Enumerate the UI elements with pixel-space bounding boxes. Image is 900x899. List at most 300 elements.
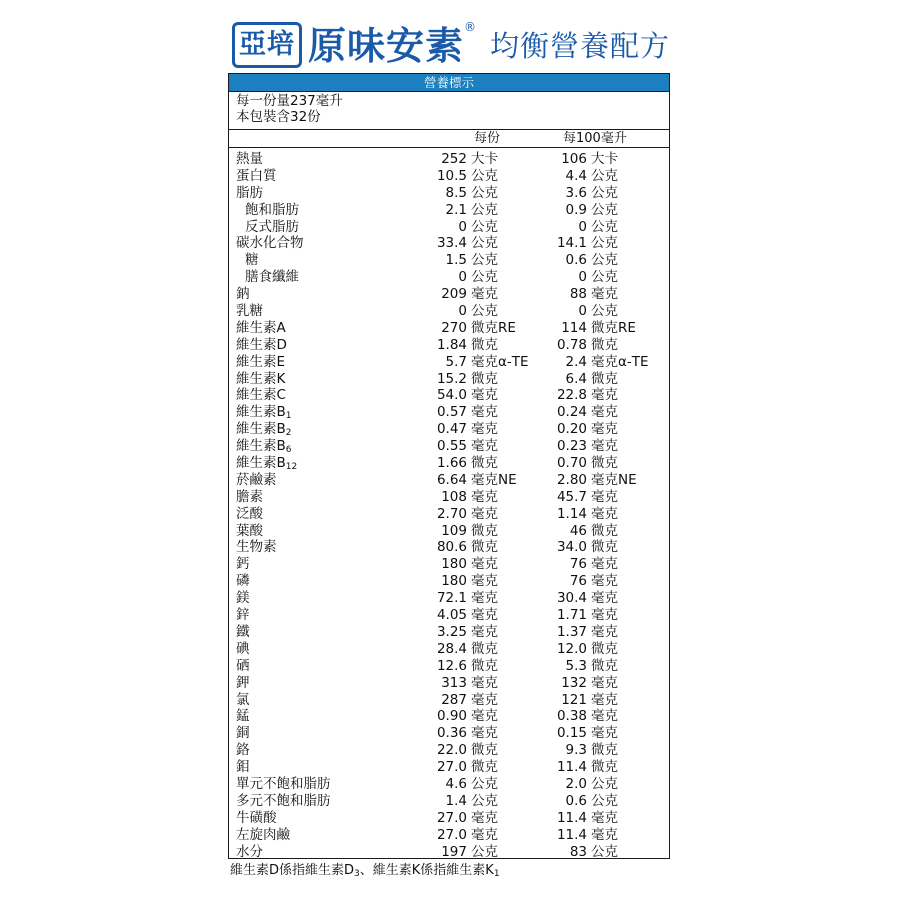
unit-per-100ml: 毫克 (591, 590, 618, 607)
nutrient-row (229, 151, 669, 168)
footnote (230, 862, 500, 883)
unit-per-serving: 微克 (471, 522, 498, 539)
nutrient-row (229, 219, 669, 236)
nutrient-row (229, 455, 669, 472)
nutrient-row (229, 844, 669, 861)
unit-per-serving: 微克 (471, 539, 498, 556)
unit-per-serving: 微克 (471, 742, 498, 759)
nutrient-name-subscript: 1 (285, 411, 292, 422)
unit-per-serving: 毫克 (471, 826, 498, 843)
unit-per-serving: 公克 (471, 235, 498, 252)
value-per-100ml: 6.4 (565, 370, 587, 387)
value-per-100ml: 0.20 (556, 421, 587, 438)
value-per-serving: 6.64 (436, 471, 467, 488)
value-per-serving: 0.36 (436, 725, 467, 742)
panel-title: 營養標示 (229, 74, 669, 92)
nutrient-row (229, 641, 669, 658)
nutrient-name-text: 錳 (236, 708, 250, 725)
nutrient-row (229, 539, 669, 556)
value-per-serving: 2.1 (445, 201, 467, 218)
unit-per-100ml: 毫克α-TE (591, 353, 649, 370)
nutrient-name-text: 泛酸 (236, 505, 263, 522)
unit-per-serving: 毫克 (471, 488, 498, 505)
nutrient-name (236, 235, 304, 252)
unit-per-serving: 公克 (471, 269, 498, 286)
value-per-serving: 270 (441, 319, 467, 336)
unit-per-100ml: 微克 (591, 759, 618, 776)
nutrient-name (236, 776, 331, 793)
footnote-text-2: 、維生素K係指維生素K (359, 863, 494, 878)
value-per-100ml: 2.0 (565, 775, 587, 792)
nutrient-name-text: 膽素 (236, 488, 263, 505)
nutrient-name-text: 維生素D (236, 336, 287, 353)
nutrient-name-text: 鐵 (236, 623, 250, 640)
unit-per-serving: 毫克NE (471, 471, 517, 488)
unit-per-serving: 毫克 (471, 421, 498, 438)
value-per-serving: 8.5 (445, 184, 467, 201)
unit-per-100ml: 毫克 (591, 725, 618, 742)
unit-per-serving: 公克 (471, 167, 498, 184)
unit-per-100ml: 毫克 (591, 286, 618, 303)
value-per-100ml: 0 (578, 218, 587, 235)
nutrient-name-text: 蛋白質 (236, 167, 277, 184)
nutrient-row (229, 371, 669, 388)
unit-per-serving: 毫克 (471, 691, 498, 708)
unit-per-100ml: 微克 (591, 742, 618, 759)
nutrient-name-text: 膳食纖維 (245, 269, 299, 286)
footnote-sub-2: 1 (493, 869, 500, 879)
value-per-100ml: 4.4 (565, 167, 587, 184)
unit-per-100ml: 毫克 (591, 826, 618, 843)
unit-per-100ml: 微克 (591, 370, 618, 387)
unit-per-100ml: 公克 (591, 184, 618, 201)
value-per-100ml: 0.23 (556, 438, 587, 455)
value-per-serving: 108 (441, 488, 467, 505)
nutrient-name-text: 維生素B (236, 404, 286, 421)
unit-per-100ml: 毫克 (591, 421, 618, 438)
unit-per-serving: 微克 (471, 370, 498, 387)
nutrient-name-text: 氯 (236, 691, 250, 708)
nutrient-name (245, 219, 299, 236)
unit-per-serving: 公克 (471, 843, 498, 860)
nutrient-name (236, 506, 263, 523)
unit-per-serving: 毫克 (471, 387, 498, 404)
unit-per-100ml: 公克 (591, 235, 618, 252)
value-per-100ml: 106 (561, 151, 587, 167)
value-per-100ml: 45.7 (556, 488, 587, 505)
nutrient-name (236, 303, 263, 320)
unit-per-100ml: 微克 (591, 522, 618, 539)
value-per-serving: 287 (441, 691, 467, 708)
value-per-serving: 109 (441, 522, 467, 539)
serving-info (229, 92, 669, 130)
nutrient-name-text: 維生素C (236, 387, 286, 404)
nutrient-name (236, 168, 277, 185)
unit-per-100ml: 公克 (591, 775, 618, 792)
value-per-100ml: 1.71 (556, 607, 587, 624)
unit-per-serving: 毫克 (471, 404, 498, 421)
value-per-serving: 27.0 (436, 759, 467, 776)
nutrient-name-text: 維生素E (236, 353, 286, 370)
value-per-serving: 22.0 (436, 742, 467, 759)
nutrient-name (236, 489, 263, 506)
unit-per-serving: 微克 (471, 759, 498, 776)
nutrient-name-text: 碘 (236, 640, 250, 657)
value-per-100ml: 0.24 (556, 404, 587, 421)
unit-per-serving: 微克 (471, 640, 498, 657)
brand-logo: 亞培 (232, 22, 302, 68)
nutrient-row (229, 506, 669, 523)
nutrient-name-text: 糖 (245, 252, 259, 269)
unit-per-serving: 公克 (471, 184, 498, 201)
nutrient-name-text: 硒 (236, 657, 250, 674)
nutrient-name-text: 生物素 (236, 539, 277, 556)
unit-per-serving: 毫克 (471, 505, 498, 522)
unit-per-100ml: 毫克 (591, 674, 618, 691)
unit-per-serving: 微克 (471, 336, 498, 353)
nutrient-name (236, 692, 250, 709)
nutrient-row (229, 472, 669, 489)
nutrient-name-text: 乳糖 (236, 303, 263, 320)
nutrient-row (229, 827, 669, 844)
value-per-serving: 0 (458, 303, 467, 320)
nutrient-name (236, 708, 250, 725)
unit-per-serving: 毫克α-TE (471, 353, 529, 370)
unit-per-serving: 毫克 (471, 809, 498, 826)
unit-per-100ml: 公克 (591, 252, 618, 269)
nutrient-name (236, 844, 263, 861)
nutrient-name (236, 742, 250, 759)
value-per-100ml: 0.70 (556, 455, 587, 472)
nutrient-row (229, 759, 669, 776)
value-per-100ml: 1.37 (556, 623, 587, 640)
unit-per-100ml: 毫克 (591, 708, 618, 725)
value-per-100ml: 11.4 (556, 759, 587, 776)
value-per-serving: 180 (441, 573, 467, 590)
nutrient-row (229, 489, 669, 506)
unit-per-100ml: 微克 (591, 640, 618, 657)
unit-per-100ml: 微克RE (591, 319, 636, 336)
nutrient-name (236, 337, 287, 354)
nutrient-row (229, 556, 669, 573)
nutrient-row (229, 742, 669, 759)
nutrient-row (229, 725, 669, 742)
unit-per-100ml: 毫克 (591, 809, 618, 826)
unit-per-100ml: 大卡 (591, 151, 618, 167)
value-per-serving: 54.0 (436, 387, 467, 404)
nutrient-row (229, 675, 669, 692)
value-per-serving: 27.0 (436, 826, 467, 843)
value-per-100ml: 46 (569, 522, 587, 539)
value-per-100ml: 0.6 (565, 252, 587, 269)
value-per-100ml: 3.6 (565, 184, 587, 201)
nutrient-name-text: 菸鹼素 (236, 471, 277, 488)
nutrient-row (229, 202, 669, 219)
nutrient-name-text: 維生素B (236, 421, 286, 438)
value-per-serving: 12.6 (436, 657, 467, 674)
nutrient-row (229, 320, 669, 337)
nutrient-name (236, 793, 331, 810)
nutrient-row (229, 793, 669, 810)
value-per-100ml: 88 (569, 286, 587, 303)
unit-per-100ml: 微克 (591, 539, 618, 556)
value-per-serving: 15.2 (436, 370, 467, 387)
nutrient-name-text: 磷 (236, 573, 250, 590)
unit-per-100ml: 毫克 (591, 573, 618, 590)
value-per-serving: 0.57 (436, 404, 467, 421)
nutrient-name-text: 鈣 (236, 556, 250, 573)
value-per-100ml: 114 (561, 319, 587, 336)
nutrient-name-text: 牛磺酸 (236, 809, 277, 826)
value-per-serving: 2.70 (436, 505, 467, 522)
unit-per-100ml: 微克 (591, 455, 618, 472)
nutrient-row (229, 658, 669, 675)
value-per-100ml: 83 (569, 843, 587, 860)
column-per-100ml: 每100毫升 (563, 131, 627, 146)
nutrient-name (236, 810, 277, 827)
nutrient-row (229, 692, 669, 709)
nutrient-name-text: 鈉 (236, 286, 250, 303)
unit-per-100ml: 毫克 (591, 556, 618, 573)
nutrient-name-text: 碳水化合物 (236, 235, 304, 252)
nutrient-name (236, 151, 263, 168)
nutrient-row (229, 624, 669, 641)
value-per-100ml: 0.78 (556, 336, 587, 353)
unit-per-serving: 毫克 (471, 607, 498, 624)
value-per-100ml: 76 (569, 556, 587, 573)
value-per-serving: 209 (441, 286, 467, 303)
nutrient-row (229, 269, 669, 286)
value-per-serving: 80.6 (436, 539, 467, 556)
nutrient-name-subscript: 6 (285, 445, 292, 456)
nutrient-row (229, 286, 669, 303)
unit-per-serving: 微克 (471, 455, 498, 472)
footnote-text-1: 維生素D係指維生素D (230, 863, 355, 878)
nutrient-name (236, 827, 290, 844)
nutrient-row (229, 252, 669, 269)
value-per-serving: 180 (441, 556, 467, 573)
nutrient-name (236, 472, 277, 489)
value-per-serving: 10.5 (436, 167, 467, 184)
nutrient-name (236, 759, 250, 776)
nutrient-name (236, 725, 250, 742)
nutrient-name-subscript: 12 (285, 462, 298, 473)
value-per-100ml: 0.9 (565, 201, 587, 218)
nutrient-row (229, 810, 669, 827)
value-per-serving: 4.05 (436, 607, 467, 624)
nutrient-name-text: 銅 (236, 725, 250, 742)
unit-per-serving: 公克 (471, 252, 498, 269)
nutrient-name-text: 維生素A (236, 319, 286, 336)
unit-per-serving: 毫克 (471, 286, 498, 303)
unit-per-100ml: 公克 (591, 303, 618, 320)
nutrient-name-text: 水分 (236, 843, 263, 860)
value-per-100ml: 1.14 (556, 505, 587, 522)
registered-mark: ® (464, 20, 477, 34)
nutrient-row (229, 387, 669, 404)
nutrient-name-text: 葉酸 (236, 522, 263, 539)
nutrient-row (229, 708, 669, 725)
nutrient-name-text: 維生素K (236, 370, 286, 387)
unit-per-serving: 毫克 (471, 590, 498, 607)
value-per-100ml: 132 (561, 674, 587, 691)
value-per-serving: 5.7 (445, 353, 467, 370)
nutrient-name-text: 反式脂肪 (245, 218, 299, 235)
nutrient-rows (229, 148, 669, 860)
column-header (229, 130, 669, 148)
value-per-100ml: 9.3 (565, 742, 587, 759)
unit-per-100ml: 毫克NE (591, 471, 637, 488)
unit-per-100ml: 微克 (591, 657, 618, 674)
column-per-serving: 每份 (474, 131, 501, 146)
nutrient-name-text: 維生素B (236, 438, 286, 455)
nutrient-name-text: 脂肪 (236, 184, 263, 201)
value-per-serving: 72.1 (436, 590, 467, 607)
value-per-100ml: 0 (578, 269, 587, 286)
value-per-serving: 0 (458, 269, 467, 286)
unit-per-100ml: 毫克 (591, 488, 618, 505)
nutrient-row (229, 607, 669, 624)
value-per-serving: 313 (441, 674, 467, 691)
nutrient-name-subscript: 2 (285, 428, 292, 439)
nutrient-name (236, 387, 286, 404)
unit-per-100ml: 毫克 (591, 607, 618, 624)
unit-per-serving: 公克 (471, 303, 498, 320)
unit-per-serving: 公克 (471, 775, 498, 792)
unit-per-100ml: 公克 (591, 269, 618, 286)
unit-per-100ml: 公克 (591, 843, 618, 860)
nutrient-name (245, 252, 259, 269)
nutrient-name (245, 202, 299, 219)
unit-per-serving: 毫克 (471, 674, 498, 691)
nutrient-row (229, 438, 669, 455)
nutrition-facts-panel (228, 73, 670, 859)
unit-per-100ml: 公克 (591, 167, 618, 184)
unit-per-serving: 公克 (471, 792, 498, 809)
value-per-serving: 33.4 (436, 235, 467, 252)
unit-per-100ml: 公克 (591, 201, 618, 218)
value-per-serving: 197 (441, 843, 467, 860)
nutrient-row (229, 523, 669, 540)
value-per-serving: 1.66 (436, 455, 467, 472)
nutrient-name (236, 185, 263, 202)
nutrient-name (236, 624, 250, 641)
nutrient-name-text: 鉻 (236, 742, 250, 759)
nutrient-name-text: 鋅 (236, 607, 250, 624)
unit-per-serving: 毫克 (471, 438, 498, 455)
value-per-100ml: 34.0 (556, 539, 587, 556)
unit-per-100ml: 公克 (591, 792, 618, 809)
nutrient-name (236, 539, 277, 556)
unit-per-serving: 毫克 (471, 623, 498, 640)
nutrient-name (236, 658, 250, 675)
value-per-serving: 1.84 (436, 336, 467, 353)
unit-per-100ml: 公克 (591, 218, 618, 235)
nutrient-name (236, 371, 285, 388)
nutrient-row (229, 337, 669, 354)
value-per-serving: 0 (458, 218, 467, 235)
value-per-serving: 0.90 (436, 708, 467, 725)
nutrient-row (229, 354, 669, 371)
unit-per-100ml: 毫克 (591, 505, 618, 522)
nutrient-name (236, 641, 250, 658)
unit-per-serving: 大卡 (471, 151, 498, 167)
nutrient-name (236, 675, 250, 692)
nutrient-row (229, 404, 669, 421)
servings-per-pack: 本包裝含32份 (236, 109, 321, 125)
nutrient-name-text: 維生素B (236, 455, 286, 472)
value-per-100ml: 2.80 (556, 471, 587, 488)
value-per-100ml: 30.4 (556, 590, 587, 607)
value-per-100ml: 5.3 (565, 657, 587, 674)
unit-per-serving: 公克 (471, 218, 498, 235)
nutrient-row (229, 185, 669, 202)
value-per-serving: 3.25 (436, 623, 467, 640)
value-per-100ml: 0.38 (556, 708, 587, 725)
nutrient-name (236, 354, 285, 371)
unit-per-100ml: 毫克 (591, 404, 618, 421)
value-per-serving: 1.4 (445, 792, 467, 809)
nutrient-name-text: 鎂 (236, 590, 250, 607)
value-per-100ml: 0.15 (556, 725, 587, 742)
unit-per-serving: 毫克 (471, 708, 498, 725)
value-per-serving: 1.5 (445, 252, 467, 269)
nutrient-row (229, 776, 669, 793)
nutrient-name (236, 590, 250, 607)
nutrient-name (236, 573, 250, 590)
nutrient-row (229, 168, 669, 185)
product-name: 原味安素 (308, 24, 465, 68)
value-per-serving: 28.4 (436, 640, 467, 657)
product-subtitle: 均衡營養配方 (490, 29, 671, 63)
value-per-100ml: 0.6 (565, 792, 587, 809)
value-per-100ml: 12.0 (556, 640, 587, 657)
nutrient-row (229, 573, 669, 590)
unit-per-serving: 公克 (471, 201, 498, 218)
nutrient-name-text: 左旋肉鹼 (236, 826, 290, 843)
nutrient-row (229, 235, 669, 252)
nutrient-name-text: 飽和脂肪 (245, 201, 299, 218)
nutrient-row (229, 590, 669, 607)
unit-per-100ml: 毫克 (591, 691, 618, 708)
nutrient-name (245, 269, 299, 286)
nutrient-name-text: 熱量 (236, 151, 263, 167)
unit-per-serving: 微克 (471, 657, 498, 674)
nutrient-name (236, 607, 250, 624)
nutrient-name (236, 286, 250, 303)
nutrient-name-text: 鉬 (236, 759, 250, 776)
unit-per-serving: 微克RE (471, 319, 516, 336)
nutrient-name (236, 523, 263, 540)
nutrient-name-text: 單元不飽和脂肪 (236, 775, 331, 792)
value-per-serving: 27.0 (436, 809, 467, 826)
value-per-serving: 0.55 (436, 438, 467, 455)
value-per-serving: 0.47 (436, 421, 467, 438)
value-per-100ml: 11.4 (556, 826, 587, 843)
nutrient-row (229, 421, 669, 438)
unit-per-serving: 毫克 (471, 725, 498, 742)
value-per-100ml: 76 (569, 573, 587, 590)
footnote-sub-1: 3 (354, 869, 360, 879)
value-per-100ml: 0 (578, 303, 587, 320)
value-per-serving: 4.6 (445, 775, 467, 792)
serving-size: 每一份量237毫升 (236, 93, 343, 109)
value-per-100ml: 22.8 (556, 387, 587, 404)
nutrient-name (236, 320, 286, 337)
value-per-100ml: 14.1 (556, 235, 587, 252)
unit-per-100ml: 毫克 (591, 387, 618, 404)
unit-per-100ml: 微克 (591, 336, 618, 353)
